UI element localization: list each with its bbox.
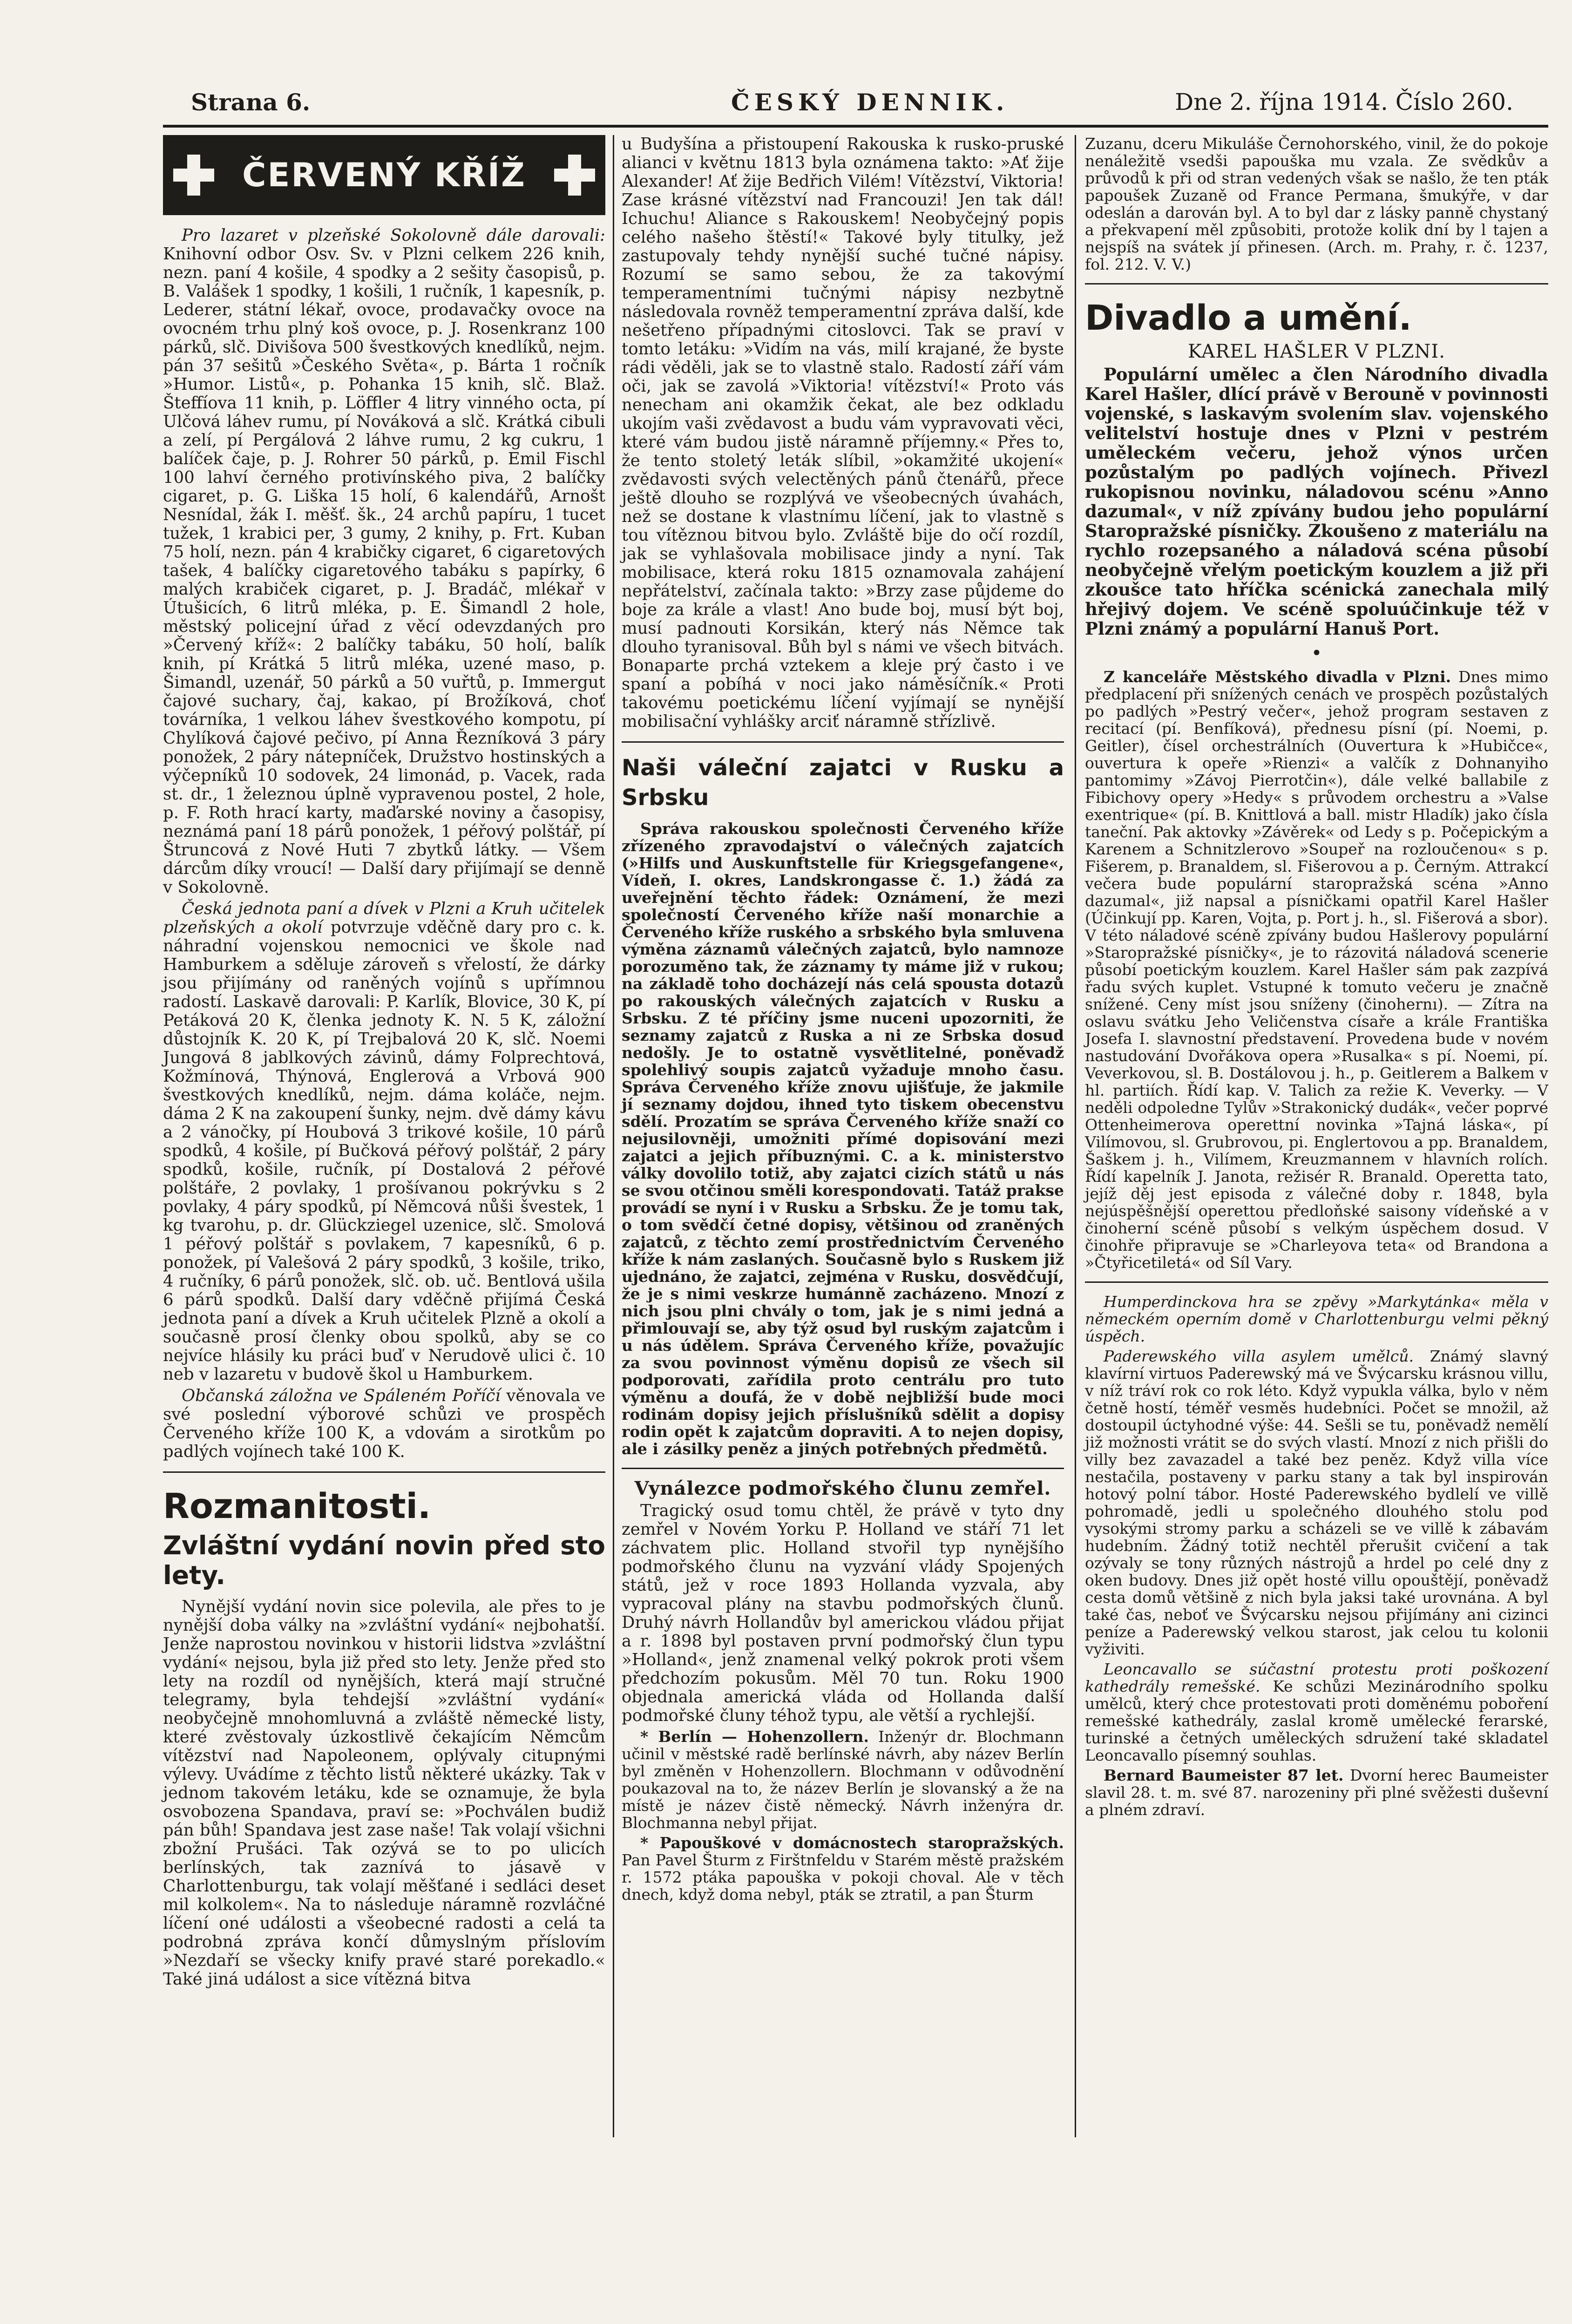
article-paragraph: u Budyšína a přistoupení Rakouska k rusko-pruské alianci v květnu 1813 byla oznámena takto: »Ať žije Alexander! Ať žije Bedřich Vilém! Vítězství, Viktoria! Zase krásné vítězství nad Francouzi! Jen tak dál! Ichuchu! Aliance s Rakouskem! Neobyčejný popis celého našeho štěstí!« Takové byly titulky, jež zastupovaly tehdy nynější suché tučné nápisy. Rozumí se samo sebou, že za takovýmí temperamentními tučnými nápisy nezbytně následovala rovněž temperamentní zpráva další, kde nešetřeno případnými citoslovci. Tak se praví v tomto letáku: »Vidím na vás, milí krajané, že byste rádi věděli, jak se to vlastně stalo. Radostí září vám oči, jak se zavolá »Viktoria! vítězství!« Proto vás nenecham ani okamžik čekat, ale bez odkladu ukojím vaši zvědavost a budu vám vypravovati věci, které vám budou jistě náramně příjemny.« Přes to, že tento stoletý leták slíbil, »okamžité ukojení« zvědavosti svých velectěných pánů čtenářů, přece ještě dlouho se rozplývá ve všeobecných úvahách, než se dostane k vlastnímu líčení, jak to vlastně s tou vítěznou bitvou bylo. Zvláště bije do očí rozdíl, jak se vyhlašovala mobilisace jindy a nyní. Tak mobilisace, která roku 1815 oznamovala zahájení nepřátelství, začínala takto: »Brzy zase půjdeme do boje za krále a vlast! Ano bude boj, musí být boj, musí padnouti Korsikán, který nás Němce tak dlouho tyranisoval. Bůh byl s námi ve všech bitvách. Bonaparte prchá vztekem a kleje prý často i ve spaní a pobíhá v noci jako náměsíčník.« Proti takovému poetickému líčení vyjímají se nynější mobilisační vyhlášky arciť náramně střízlivě. [622,135,1064,731]
paragraph-text: Dvorní herec Baumeister slavil 28. t. m. své 87. narozeniny při plné svěžesti duševní a plném zdraví. [1085,1766,1548,1819]
issue-date: Dne 2. října 1914. Číslo 260. [1175,88,1513,115]
page-number: Strana 6. [191,88,311,116]
article-paragraph [1085,1767,1548,1818]
paragraph-lead: * Papouškové v domácnostech staropražských. [640,1834,1064,1852]
paragraph-lead: Občanská záložna ve Spáleném Poříčí [182,1386,501,1405]
red-cross-banner [163,135,605,215]
article-paragraph [163,226,605,897]
banner-title: ČERVENÝ KŘÍŽ [242,156,526,194]
article-paragraph [622,1834,1064,1903]
paragraph-lead: Leoncavallo se súčastní protestu proti poškození kathedrály remešské. [1085,1660,1548,1695]
section-rule [622,741,1064,743]
paragraph-text: věnovala ve své poslední výborové schůzi ve prospěch Červeného kříže 100 K, a vdovám a sirotkům po padlých vojínech také 100 K. [163,1386,605,1461]
paragraph-text: Známý slavný klavírní virtuos Paderewský má ve Švýcarsku krásnou villu, v níž tráví rok co rok léto. Když vypukla válka, bylo v něm četně hostí, téměř vesměs hudebníci. Počet se množil, až dostoupil úctyhodné výše: 44. Sešli se tu, poněvadž nemělí již možnosti vrátit se do svých vlastí. Mnozí z nich přišli do villy bez zavazadel a také bez peněz. Když villa více nestačila, postaveny v parku stany a tak byl inspirován hotový polní tábor. Hosté Paderewského bydlelí ve villě pohromadě, jedli u společného dlouhého stolu pod vysokými stromy parku a scházeli se ve villě k zábavám hudebním. Žádný totiž nechtěl přerušit cvičení a tak ozývaly se tony různých nástrojů a hrdel po celé dny z oken budovy. Dnes již opět hosté villu opouštějí, poněvadž cesta domů většině z nich byla jaksi také urovnána. A byl také čas, neboť ve Švýcarsku nejsou přijímány ani cizinci peníze a Paderewský velkou starost, jak celou tu kolonii vyživiti. [1085,1347,1548,1658]
section-title: Rozmanitosti. [163,1486,431,1526]
article-paragraph: Nynější vydání novin sice polevila, ale přes to je nynější doba války na »zvláštní vydání« nejbohatší. Jenže naprostou novinkou v historii lidstva »zvláštní vydání« nejsou, byla již před sto lety. Jenže před sto lety na rozdíl od nynějších, která mají stručné telegramy, byla tehdejší »zvláštní vydání« neobyčejně mnohomluvná a zvláště německé listy, které zvěstovaly úzkostlivě čekajícím Němcům vítězství nad Napoleonem, oplývaly citupnými výlevy. Uvádíme z těchto listů některé ukázky. Tak v jednom takovém letáku, kde se oznamuje, že byla osvobozena Spandava, praví se: »Pochválen budiž pán bůh! Spandava jest zase naše! Tak volají všichni zbožní Prušáci. Tak ozývá se to po ulicích berlínských, tak zaznívá to jásavě v Charlottenburgu, tak volají měšťané i sedláci deset mil kolkolem«. Na to následuje náramně rozvláčné líčení oné události a všeobecné radosti a celá ta podrobná zpráva končí důmyslným příslovím »Nezdaří se všecky knify pravé staré porekadlo.« Také jiná událost a sice vítězná bitva [163,1597,605,1989]
bullet-divider: • [1311,643,1322,664]
paragraph-lead: Bernard Baumeister 87 let. [1104,1766,1344,1784]
page-header [163,88,1513,121]
red-cross-icon [554,155,595,196]
section-rule [1085,283,1548,285]
article-title: Naši váleční zajatci v Rusku a Srbsku [622,755,1064,811]
article-title: Zvláštní vydání novin před sto lety. [163,1531,605,1590]
paragraph-text: Dnes mimo předplacení při snížených cenách ve prospěch pozůstalých po padlých »Pestrý večer«, jehož program sestaven z recitací (pí. Benfíková), přednesu písní (pí. Noemi, p. Geitler), čísel orchestrálních (Ouvertura k »Hubičce«, ouvertura k opeře »Rienzi« a valčík z Dohnanyiho pantomimy »Závoj Pierrotčin«), dále velké ballabile z Fibichovy opery »Hedy« s průvodem orchestru a »Valse exentrique« (pí. B. Knittlová a ball. mistr Hladík) jako čísla taneční. Pak aktovky »Závěrek« od Ledy s p. Počepickým a Karenem a Schnitzlerovo »Soupeř na rozloučenou« s p. Fišerem, p. Branaldem, sl. Fišerovou a p. Černým. Attrakcí večera bude populární staropražská scéna »Anno dazumal«, již napsal a písničkami opatřil Karel Hašler (Účinkují pp. Karen, Vojta, p. Port j. h., sl. Fišerová a sbor). V této náladové scéně zpívány budou Hašlerovy populární »Staropražské písničky«, je to rázovitá náladová scenerie působí poetickým kouzlem. Karel Hašler sám pak zazpívá řadu svých kuplet. Vstupné k tomuto večeru je značně snížené. Ceny míst jsou sníženy (činohernı). — Zítra na oslavu svátku Jeho Veličenstva císaře a krále Františka Josefa I. slavnostní představení. Provedena bude v novém nastudování Dvořákova opera »Rusalka« s pí. Noemi, pí. Veverkovou, sl. B. Dostálovou j. h., p. Geitlerem a Balkem v hl. partiích. Řídí kap. V. Talich za režie K. Veverky. — V neděli odpoledne Tylův »Strakonický dudák«, večer poprvé Ottenheimerova operettní novinka »Tajná láska«, pí Vilímovou, sl. Grubrovou, pi. Englertovou a pp. Branaldem, Šaškem j. h., Vilímem, Kreuzmannem v hlavních rolích. Řídí kapelník J. Janota, režisér R. Branald. Operetta tato, jejíž děj jest episoda z válečné doby r. 1848, byla nejúspěšnější operettou předloňské saisony vídeňské a v činoherní scéně působí s velkým úspěchem dosud. V činohře připravuje se »Charleyova teta« od Brandona a »Čtyřicetiletá« od Síl Vary. [1085,668,1548,1272]
column-3 [1085,135,1548,1821]
article-paragraph [622,1728,1064,1831]
article-paragraph: Zuzanu, dceru Mikuláše Černohorského, vinil, že do pokoje nenáležitě vsedši papouška mu vzala. Ze svědkův a průvodů k při od stran vedených však se našlo, že ten pták papoušek Zuzaně od France Permana, šmukýře, v dar odeslán a darován byl. A to byl dar z lásky panně chystaný a překvapení měl způsobiti, protože kolik dní by l tajen a nejspíš na svátek jí přinesen. (Arch. m. Prahy, r. č. 1237, fol. 212. V. V.) [1085,135,1548,273]
section-rule [163,1471,605,1473]
article-title: KAREL HAŠLER V PLZNI. [1188,341,1445,362]
paragraph-text: Pan Pavel Šturm z Firštnfeldu v Starém městě pražském r. 1572 ptáka papouška v pokoji choval. Ale v těch dnech, když doma nebyl, pták se ztratil, a pan Šturm [622,1851,1064,1904]
article-paragraph: Tragický osud tomu chtěl, že právě v tyto dny zemřel v Novém Yorku P. Holland ve stáří 71 let záchvatem plic. Holland stvořil typ nynějšího podmořského člunu na vyzvání vlády Spojených států, jež v roce 1893 Hollanda vyzvala, aby vypracoval plány na stavbu podmořských člunů. Druhý návrh Hollandův byl americkou vládou přijat a r. 1898 byl postaven první podmořský člun typu »Holland«, jenž znamenal velký pokrok proti všem předchozím pokusům. Měl 70 tun. Roku 1900 objednala americká vláda od Hollanda další podmořské čluny téhož typu, ale větší a rychlejší. [622,1501,1064,1725]
paragraph-lead: Paderewského villa asylem umělců. [1104,1347,1414,1365]
article-paragraph [1085,1348,1548,1658]
red-cross-icon [173,155,214,196]
paragraph-text: Knihovní odbor Osv. Sv. v Plzni celkem 226 knih, nezn. paní 4 košile, 4 spodky a 2 sešity časopisů, p. B. Valášek 1 spodky, 1 košili, 1 ručník, 1 kapesník, p. Lederer, státní lékař, ovoce, prodavačky ovoce na ovocném trhu plný koš ovoce, p. J. Rosenkranz 100 párků, slč. Divišova 500 švestkových knedlíků, nejm. pán 37 sešitů »Českého Světa«, p. Bárta 1 ročník »Humor. Listů«, p. Pohanka 15 knih, slč. Blaž. Šteffíova 11 knih, p. Löffler 4 litry vinného octa, pí Ulčová láhev rumu, pí Nováková a slč. Krátká cibuli a zelí, pí Pergálová 2 láhve rumu, 2 kg cukru, 1 balíček čaje, p. J. Rohrer 50 párků, p. Emil Fischl 100 lahví černého protivínského piva, 2 balíčky cigaret, p. G. Liška 15 holí, 6 kalendářů, Arnošt Nesnídal, žák I. měšť. šk., 24 archů papíru, 1 tucet tužek, 1 krabici per, 3 gumy, 2 knihy, p. Frt. Kuban 75 holí, nezn. pán 4 krabičky cigaret, 6 cigaretových tašek, 4 balíčky cigaretového tabáku s papírky, 6 malých krabiček cigaret, p. J. Bradáč, mlékař v Útušicích, 6 litrů mléka, p. E. Šimandl 2 hole, městský policejní úřad z věcí odevzdaných pro »Červený kříž«: 2 balíčky tabáku, 50 holí, balík knih, pí Krátká 5 litrů mléka, uzené maso, p. Šimandl, uzenář, 50 párků a 50 vuřtů, p. Immergut čajové suchary, čaj, kakao, pí Brožíková, choť továrníka, 1 velkou láhev švestkového kompotu, pí Chylíková čajové pečivo, pí Anna Řezníková 3 páry ponožek, 2 páry nátepníček, Družstvo hostinských a výčepníků 10 sodovek, 24 limonád, p. Vacek, rada st. dr., 1 železnou úplně vypravenou postel, 2 hole, p. F. Roth hrací karty, maďarské noviny a časopisy, neznámá paní 18 párů ponožek, 1 péřový polštář, pí Štruncová z Nové Huti 7 zbytků látky. — Všem dárcům díky vroucí! — Další dary přijímají se denně v Sokolovně. [163,244,605,897]
column-2 [622,135,1064,1906]
section-rule [1085,1281,1548,1283]
article-paragraph: Humperdinckova hra se zpěvy »Markytánka« měla v německém operním domě v Charlottenburgu velmi pěkný úspěch. [1085,1293,1548,1345]
paragraph-text: Inženýr dr. Blochmann učinil v městské radě berlínské návrh, aby název Berlín byl změněn v Hohenzollern. Blochmann v odůvodnění poukazoval na to, že název Berlín je slovanský a že na místě je název čistě německý. Návrh inženýra dr. Blochmanna nebyl přijat. [622,1728,1064,1832]
column-1 [163,135,605,1992]
paragraph-lead: Z kanceláře Městského divadla v Plzni. [1104,668,1451,686]
paragraph-lead: Pro lazaret v plzeňské Sokolovně dále darovali: [182,226,605,245]
paragraph-lead: * Berlín — Hohenzollern. [640,1728,869,1746]
section-title: Divadlo a umění. [1085,298,1412,338]
article-paragraph [163,1387,605,1461]
article-paragraph [1085,668,1548,1271]
header-rule [163,125,1548,128]
column-divider [613,135,614,2137]
article-title: Vynálezce podmořského člunu zemřel. [634,1477,1051,1499]
paragraph-text: potvrzuje vděčně dary pro c. k. náhradní vojenskou nemocnici ve škole nad Hamburkem a sděluje zároveň s vřelostí, že dárky jsou přijímány od raněných vojínů s upřímnou radostí. Laskavě darovali: P. Karlík, Blovice, 30 K, pí Petáková 20 K, členka jednoty K. N. 5 K, záložní důstojník K. 20 K, pí Trejbalová 20 K, slč. Noemi Jungová 8 jablkových závinů, dámy Folprechtová, Kožmínová, Thýnová, Englerová a Vrbová 900 švestkových knedlíků, nejm. dáma koláče, nejm. dáma 2 K na zakoupení šunky, nejm. dvě dámy kávu a 2 vánočky, pí Houbová 3 trikové košile, 10 párů spodků, 4 košile, pí Bučková péřový polštář, 2 páry spodků, košile, ručník, pí Dostalová 2 péřové polštáře, 2 povlaky, 1 prošívanou pokrývku s 2 povlaky, 4 páry spodků, pí Němcová nůši švestek, 1 kg tvarohu, p. dr. Glückziegel uzenice, slč. Smolová 1 péřový polštář s povlakem, 7 kapesníků, 6 p. ponožek, pí Valešová 2 páry spodků, 3 košile, triko, 4 ručníky, 6 párů ponožek, slč. ob. uč. Bentlová ušila 6 párů spodků. Další dary vděčně přijímá Česká jednota paní a dívek a Kruh učitelek Plzně a okolí a současně prosí členky obou spolků, aby se co nejvíce hlásily ku práci buď v Nerudově ulici č. 10 neb v lazaretu v budově škol u Hamburkem. [163,918,605,1384]
column-divider [1075,135,1076,2137]
paragraph-text: Ke schůzi Mezinárodního spolku umělců, který chce protestovati proti doměnému poboření remešské kathedrály, zaslal kromě umělecké ferarské, turinské a četných uměleckých sdružení také skladatel Leoncavallo písemný souhlas. [1085,1677,1548,1764]
masthead-title: ČESKÝ DENNIK. [731,88,1009,116]
section-rule [622,1468,1064,1469]
article-paragraph: Správa rakouskou společnosti Červeného kříže zřízeného zpravodajství o válečných zajatcích (»Hilfs und Auskunftstelle für Kriegsgefangene«, Vídeň, I. okres, Landskrongasse č. 1.) žádá za uveřejnění těchto řádek: Oznámení, že mezi společností Červeného kříže naší monarchie a Červeného kříže ruského a srbského byla smluvena výměna záznamů válečných zajatců, bylo namnoze porozuměno tak, že záznamy ty máme již v rukou; na základě toho docházejí nás celá spousta dotazů po rakouských válečných zajatcích v Rusku a Srbsku. Z té příčiny jsme nuceni upozorniti, že seznamy zajatců z Ruska a ni ze Srbska dosud nedošly. Je to ostatně vysvětlitelné, poněvadž spolehlivý soupis zajatců vyžaduje mnoho času. Správa Červeného kříže znovu ujišťuje, že jakmile jí seznamy dojdou, ihned tyto tiskem obecenstvu sdělí. Prozatím se správa Červeného kříže snaží co nejusilovněji, umožniti přímé dopisování mezi zajatci a jejich příbuznými. C. a k. ministerstvo války dovolilo totiž, aby zajatci cizích států u nás se svou otčinou směli korespondovati. Tatáž prakse provádí se nyní i v Rusku a Srbsku. Že je tomu tak, o tom svědčí četné dopisy, většinou od zraněných zajatců, z těchto zemí prostřednictvím Červeného kříže k nám zaslaných. Současně bylo s Ruskem již ujednáno, že zajatci, zejména v Rusku, dosvědčují, že je s nimi veskrze humánně zacházeno. Mnozí z nich jsou plni chvály o tom, jak je s nimi jedná a přimlouvají se, aby týž osud byl ruským zajatcům i u nás údělem. Správa Červeného kříže, považujíc za svou povinnost výměnu dopisů ze všech sil podporovati, zařídila proto centrálu pro tuto výměnu a doufá, že v době nejbližší bude moci rodinám dopisy jejich příslušníků sdělit a dopisy rodin opět k zajatcům dopraviti. A to nejen dopisy, ale i zásilky peněz a jiných potřebných předmětů. [622,820,1064,1458]
paragraph-lead: Česká jednota paní a dívek v Plzni a Kruh učitelek plzeňských a okolí [163,899,605,937]
article-paragraph [1085,1660,1548,1764]
article-paragraph: Populární umělec a člen Národního divadla Karel Hašler, dlící právě v Berouně v povinnosti vojenské, s laskavým svolením slav. vojenského velitelství hostuje dnes v Plzni v pestrém uměleckém večeru, jehož výnos určen pozůstalým po padlých vojínech. Přivezl rukopisnou novinku, náladovou scénu »Anno dazumal«, v níž zpívány budou jeho populární Staropražské písničky. Zkoušeno z materiálu na rychlo rozepsaného a náladová scéna působí neobyčejně vřelým poetickým kouzlem a již při zkoušce tato hříčka scénická zanechala milý hřejivý dojem. Ve scéně spoluúčinkuje též v Plzni známý a populární Hanuš Port. [1085,364,1548,639]
article-paragraph [163,900,605,1384]
